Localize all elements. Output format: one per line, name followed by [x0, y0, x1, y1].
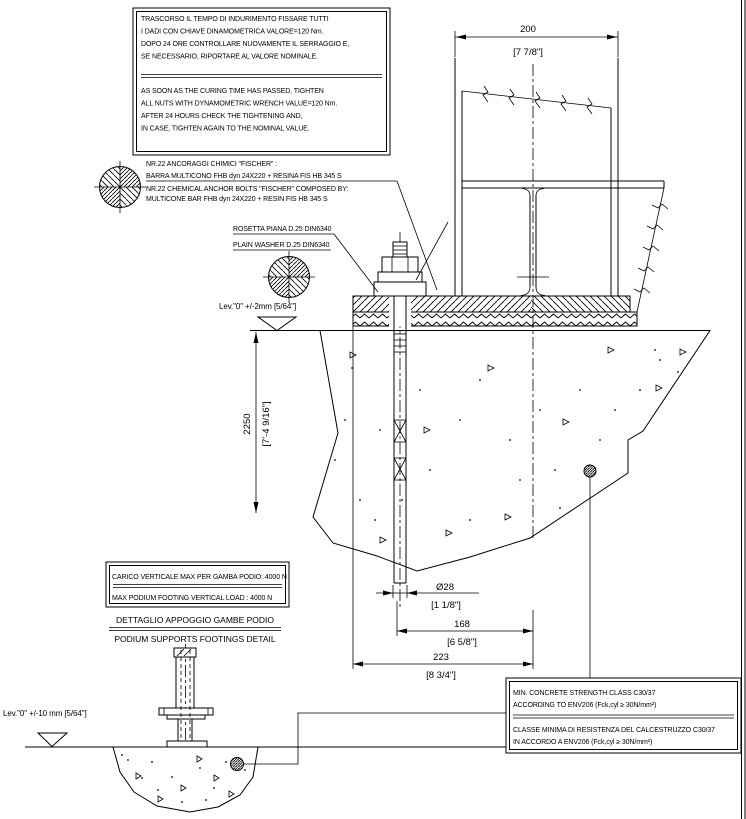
note-en-line: ALL NUTS WITH DYNAMOMETRIC WRENCH VALUE=120 Nm. [141, 100, 338, 108]
load-note-box [106, 562, 289, 607]
note-it-line: I DADI CON CHIAVE DINAMOMETRICA VALORE=120 Nm. [141, 28, 324, 36]
dim-223-mm: 223 [433, 652, 449, 663]
plate-washer [374, 282, 426, 296]
dim-dia-imp: [1 1/8"] [431, 600, 461, 611]
concrete-note-box [506, 678, 741, 753]
detail-title-en: PODIUM SUPPORTS FOOTINGS DETAIL [114, 634, 276, 644]
anchor-note-it1: NR.22 ANCORAGGI CHIMICI "FISCHER" : [146, 161, 277, 168]
anchor-note-it2: BARRA MULTICONO FHB dyn 24X220 + RESINA FIS HB 345 S [146, 173, 342, 180]
concrete-mass [313, 331, 710, 572]
base-plate [353, 296, 637, 327]
washer-leader [334, 234, 378, 292]
leveling-nut [159, 708, 213, 715]
instruction-note-box [133, 8, 390, 155]
beam-flange [462, 181, 664, 188]
washer-note [233, 226, 378, 303]
anchor-leader-2 [416, 222, 448, 280]
level-label: Lev."0" +/-2mm [5/64"] [219, 302, 297, 311]
concrete-note-en2: ACCORDING TO ENV206 (Fck,cyl ≥ 30N/mm²) [513, 702, 657, 709]
anchor-detail-marker-icon [94, 161, 146, 213]
note-en-line: IN CASE, TIGHTEN AGAIN TO THE NOMINAL VALUE. [141, 125, 310, 133]
level-label: Lev."0" +/-10 mm [5/64"] [3, 709, 87, 718]
anchor-note-en1: NR.22 CHEMICAL ANCHOR BOLTS "FISCHER" COMPOSED BY: [146, 186, 349, 193]
footing-concrete [113, 747, 258, 812]
dim-bolt-dia [376, 582, 479, 611]
dim-axis-offset [397, 601, 533, 669]
dim-depth [242, 332, 272, 513]
dim-168-imp: [6 5/8"] [447, 637, 477, 648]
dim-223-imp: [8 3/4"] [426, 670, 456, 681]
washer-detail-marker-icon [263, 251, 315, 303]
break-marks-right [634, 204, 668, 293]
steel-column [455, 58, 668, 312]
dim-200-mm: 200 [520, 24, 536, 35]
level-symbol-main [219, 302, 296, 331]
note-it-line: DOPO 24 ORE CONTROLLARE NUOVAMENTE IL SERRAGGIO E, [141, 41, 350, 48]
dim-dia-mm: Ø28 [436, 582, 454, 593]
bolt-nut [382, 257, 418, 272]
dim-top-width [455, 24, 618, 58]
washer-note-en: PLAIN WASHER D.25 DIN6340 [233, 242, 330, 249]
dim-2250-mm: 2250 [242, 413, 253, 435]
load-note-en: MAX PODIUM FOOTING VERTICAL LOAD : 4000 N [112, 595, 273, 602]
note-it-line: SE NECESSARIO, RIPORTARE AL VALORE NOMINALE. [141, 53, 319, 61]
bolt-thread-stub [393, 242, 407, 257]
bolt-washer [378, 272, 422, 282]
dim-200-imp: [7 7/8"] [513, 47, 543, 58]
concrete-note-it2: IN ACCORDO A ENV206 (Fck,cyl ≥ 30N/mm²) [513, 739, 653, 746]
sheet-border [742, 0, 746, 819]
level-symbol-footing [3, 709, 87, 747]
concrete-note-en1: MIN. CONCRETE STRENGTH CLASS C30/37 [513, 690, 656, 697]
leg-base-plate [167, 741, 207, 747]
load-note-it: CARICO VERTICALE MAX PER GAMBA PODIO: 4000 N [112, 574, 287, 581]
footing-ref-leader [244, 713, 506, 764]
dim-2250-imp: [7'-4 9/16"] [261, 401, 272, 447]
dim-168-mm: 168 [454, 619, 470, 630]
footing-ref-marker [231, 713, 507, 771]
detail-title-it: DETTAGLIO APPOGGIO GAMBE PODIO [115, 615, 275, 625]
note-en-line: AFTER 24 HOURS CHECK THE TIGHTENING AND, [141, 113, 303, 120]
note-en-line: AS SOON AS THE CURING TIME HAS PASSED, TIGHTEN [141, 88, 324, 95]
detail-title [109, 615, 281, 644]
note-it-line: TRASCORSO IL TEMPO DI INDURIMENTO FISSARE TUTTI [141, 16, 329, 23]
washer-note-it: ROSETTA PIANA D.25 DIN6340 [233, 226, 332, 233]
anchor-note-en2: MULTICONE BAR FHB dyn 24X220 + RESIN FIS HB 345 S [146, 196, 328, 203]
concrete-note-it1: CLASSE MINIMA DI RESISTENZA DEL CALCESTRUZZO C30/37 [513, 727, 715, 734]
